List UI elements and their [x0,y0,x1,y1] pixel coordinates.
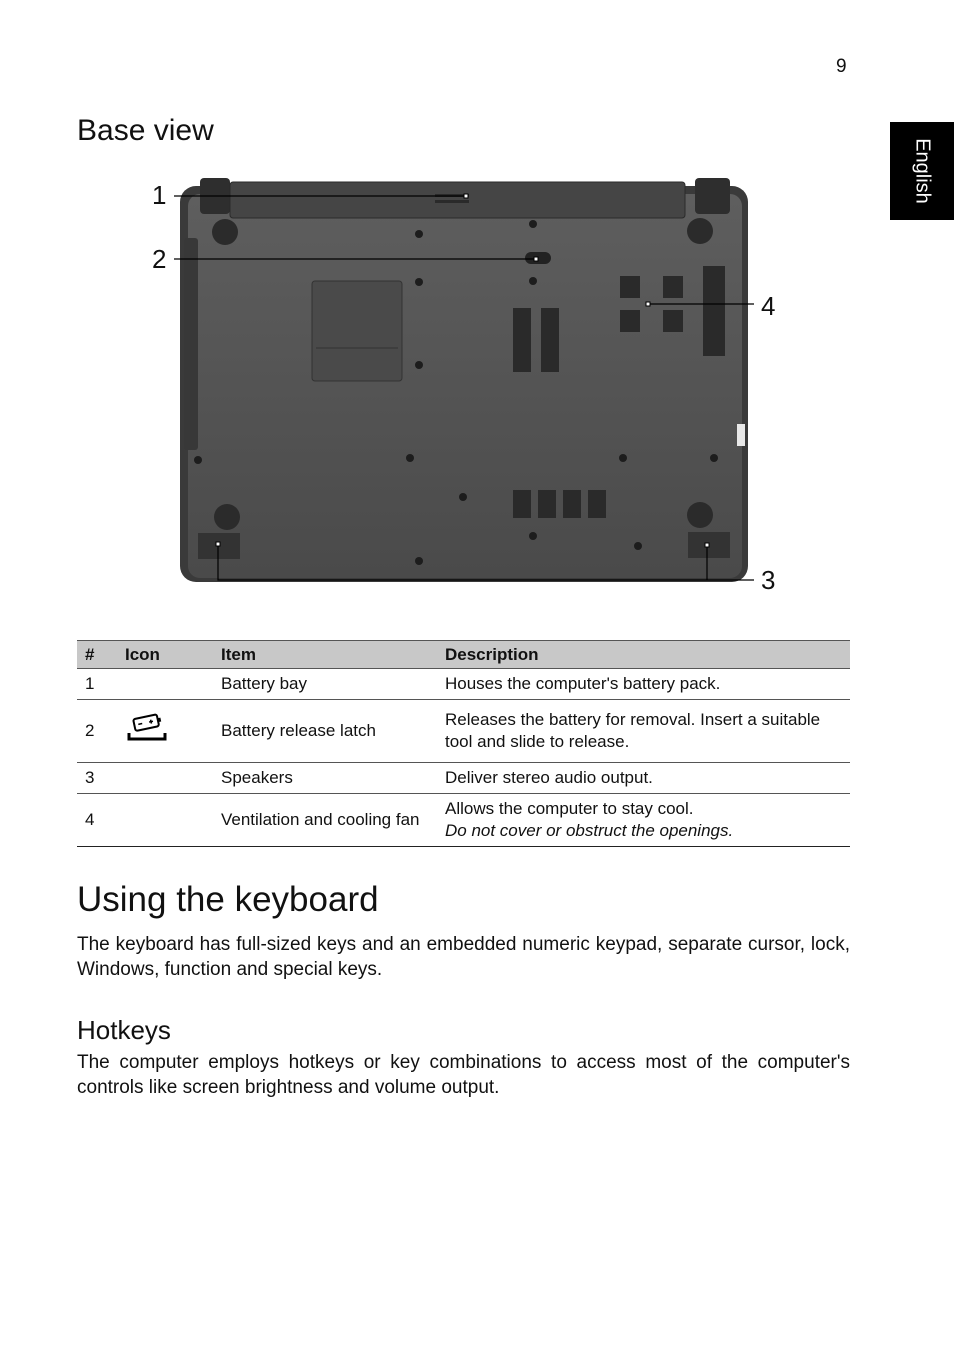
callout-1: 1 [152,180,167,210]
row-description-cell [437,794,850,847]
table-row [77,763,850,794]
laptop-base-illustration [140,168,800,600]
table-row [77,700,850,763]
language-tab-label: English [911,138,934,204]
row-number: 2 [77,700,117,763]
row-item: Battery bay [213,669,437,700]
language-tab [890,122,954,220]
hotkeys-paragraph: The computer employs hotkeys or key combinations to access most of the computer's controls like screen brightness and volume output. [77,1052,850,1098]
table-header-row [77,641,850,669]
row-item: Ventilation and cooling fan [213,794,437,847]
row-item: Battery release latch [213,700,437,763]
table-row [77,669,850,700]
section-heading-keyboard: Using the keyboard [77,880,379,919]
battery-release-icon [125,713,169,743]
callout-3: 3 [761,565,776,595]
row-icon [117,700,213,763]
row-icon [117,763,213,794]
table-row [77,794,850,847]
row-item: Speakers [213,763,437,794]
row-description: Releases the battery for removal. Insert a suitable tool and slide to release. [437,700,850,763]
header-number: # [77,641,117,669]
header-description: Description [437,641,850,669]
row-description: Deliver stereo audio output. [437,763,850,794]
callout-2: 2 [152,244,167,274]
row-number: 3 [77,763,117,794]
row-number: 1 [77,669,117,700]
row-description: Houses the computer's battery pack. [437,669,850,700]
row-description-note: Do not cover or obstruct the openings. [445,821,734,840]
callout-4: 4 [761,291,776,321]
page-number: 9 [836,56,847,77]
keyboard-paragraph: The keyboard has full-sized keys and an embedded numeric keypad, separate cursor, lock, Windows, function and special keys. [77,934,850,980]
section-heading-base-view: Base view [77,114,214,147]
row-icon [117,669,213,700]
row-number: 4 [77,794,117,847]
laptop-base-figure [140,168,800,600]
base-view-table [77,640,850,847]
row-description: Allows the computer to stay cool. [445,799,694,818]
header-icon: Icon [117,641,213,669]
subsection-heading-hotkeys: Hotkeys [77,1015,171,1045]
row-icon [117,794,213,847]
header-item: Item [213,641,437,669]
